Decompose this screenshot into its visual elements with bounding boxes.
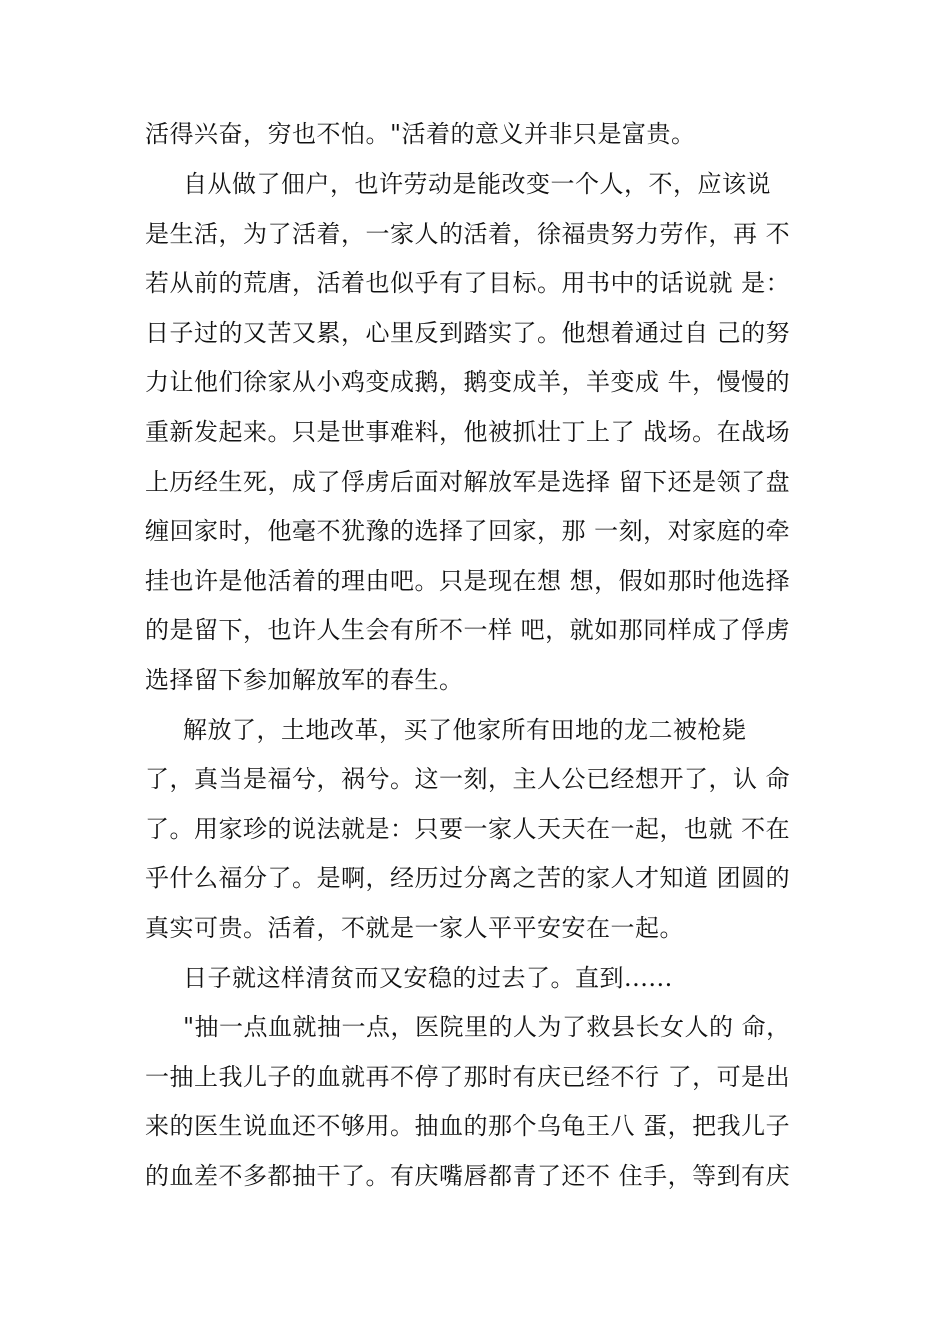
text-line: 选择留下参加解放军的春生。	[145, 666, 464, 694]
paragraph-first-line: 日子就这样清贫而又安稳的过去了。直到......	[183, 964, 673, 992]
paragraph-first-line: "抽一点血就抽一点，医院里的人为了救县长女人的 命，	[183, 1013, 791, 1041]
text-line: 了，真当是福兮，祸兮。这一刻，主人公已经想开了，认 命	[145, 765, 791, 793]
text-line: 活得兴奋，穷也不怕。"活着的意义并非只是富贵。	[145, 120, 696, 148]
text-line: 一抽上我儿子的血就再不停了那时有庆已经不行 了，可是出	[145, 1063, 791, 1091]
text-line: 力让他们徐家从小鸡变成鹅，鹅变成羊，羊变成 牛，慢慢的	[145, 368, 791, 396]
paragraph-first-line: 自从做了佃户，也许劳动是能改变一个人，不，应该说	[183, 170, 771, 198]
text-line: 乎什么福分了。是啊，经历过分离之苦的家人才知道 团圆的	[145, 864, 791, 892]
paragraph-first-line: 解放了，土地改革，买了他家所有田地的龙二被枪毙	[183, 716, 747, 744]
text-line: 日子过的又苦又累，心里反到踏实了。他想着通过自 己的努	[145, 319, 791, 347]
text-line: 的是留下，也许人生会有所不一样 吧，就如那同样成了俘虏	[145, 616, 791, 644]
text-line: 缠回家时，他毫不犹豫的选择了回家，那 一刻，对家庭的牵	[145, 517, 791, 545]
text-line: 来的医生说血还不够用。抽血的那个乌龟王八 蛋，把我儿子	[145, 1112, 791, 1140]
text-line: 真实可贵。活着，不就是一家人平平安安在一起。	[145, 914, 684, 942]
text-line: 若从前的荒唐，活着也似乎有了目标。用书中的话说就 是：	[145, 269, 791, 297]
text-line: 是生活，为了活着，一家人的活着，徐福贵努力劳作，再 不	[145, 220, 791, 248]
text-line: 了。用家珍的说法就是：只要一家人天天在一起，也就 不在	[145, 815, 791, 843]
text-line: 重新发起来。只是世事难料，他被抓壮丁上了 战场。在战场	[145, 418, 791, 446]
text-line: 挂也许是他活着的理由吧。只是现在想 想，假如那时他选择	[145, 567, 791, 595]
text-line: 上历经生死，成了俘虏后面对解放军是选择 留下还是领了盘	[145, 468, 791, 496]
text-line: 的血差不多都抽干了。有庆嘴唇都青了还不 住手，等到有庆	[145, 1162, 791, 1190]
